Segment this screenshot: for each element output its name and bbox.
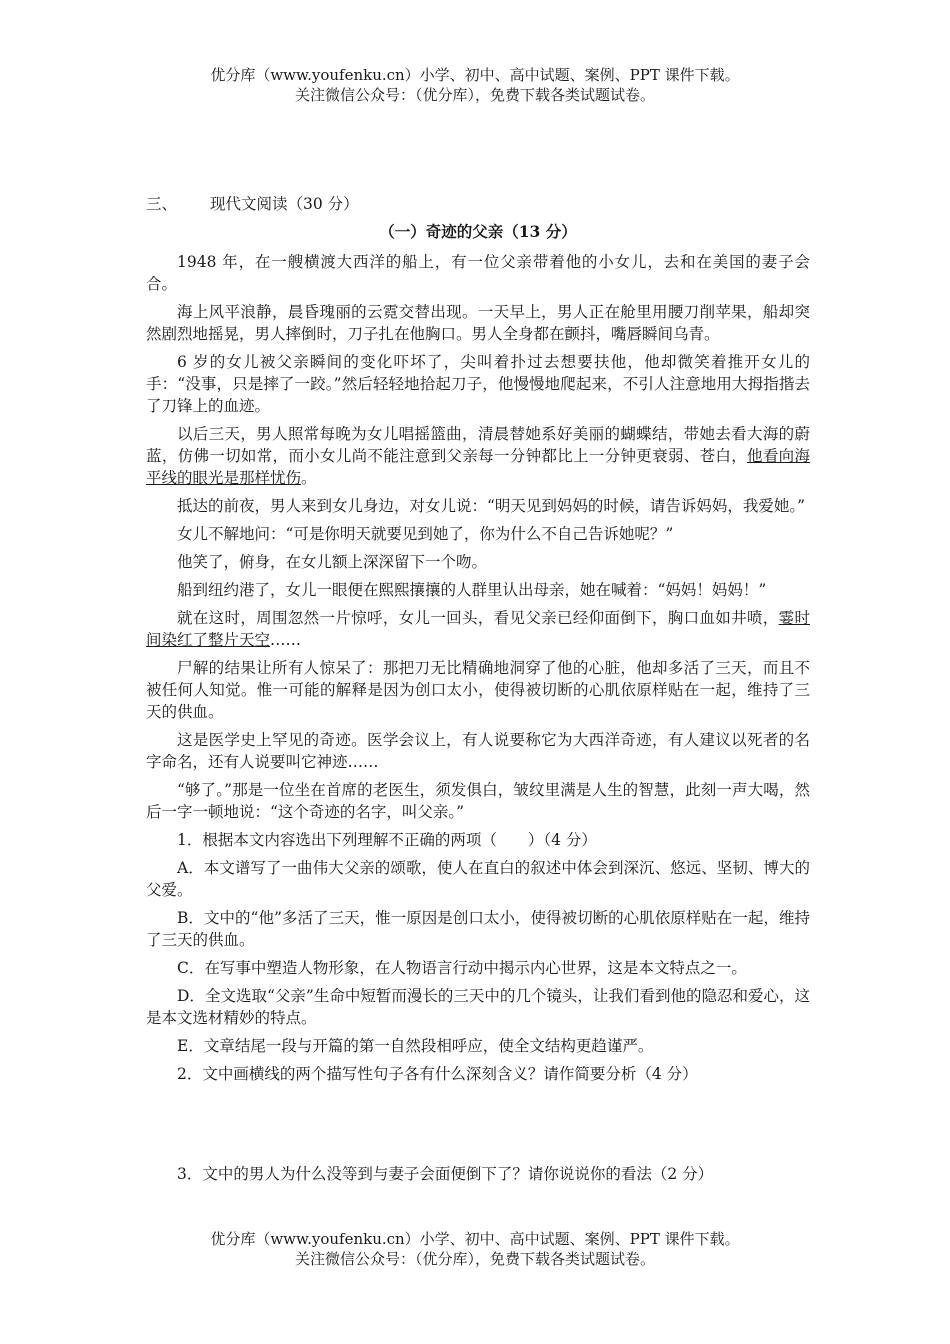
question-2: 2．文中画横线的两个描写性句子各有什么深刻含义？请作简要分析（4 分）: [177, 1065, 698, 1083]
passage-paragraph: 女儿不解地问：“可是你明天就要见到她了，你为什么不自己告诉她呢？”: [177, 525, 674, 543]
answer-space: [146, 1091, 810, 1163]
question-3: 3．文中的男人为什么没等到与妻子会面便倒下了？请你说说你的看法（2 分）: [177, 1165, 714, 1183]
paragraph-text: ……: [270, 631, 302, 649]
passage-paragraph: 海上风平浪静，晨昏瑰丽的云霓交替出现。一天早上，男人正在舱里用腰刀削苹果，船却突然剧烈地摇晃，男人摔倒时，刀子扎在他胸口。男人全身都在颤抖，嘴唇瞬间乌青。: [146, 303, 810, 343]
passage-paragraph: 这是医学史上罕见的奇迹。医学会议上，有人说要称它为大西洋奇迹，有人建议以死者的名字命名，还有人说要叫它神迹……: [146, 731, 810, 771]
paragraph-text: 以后三天，男人照常每晚为女儿唱摇篮曲，清晨替她系好美丽的蝴蝶结，带她去看大海的蔚蓝，仿佛一切如常，而小女儿尚不能注意到父亲每一分钟都比上一分钟更衰弱、苍白，: [146, 425, 810, 465]
passage-paragraph: 6 岁的女儿被父亲瞬间的变化吓坏了，尖叫着扑过去想要扶他，他却微笑着推开女儿的手：“没事，只是摔了一跤。”然后轻轻地拾起刀子，他慢慢地爬起来，不引人注意地用大拇指揩去了刀锋上的血迹。: [146, 353, 810, 415]
passage-paragraph: “够了。”那是一位坐在首席的老医生，须发俱白，皱纹里满是人生的智慧，此刻一声大喝，然后一字一顿地说：“这个奇迹的名字，叫父亲。”: [146, 781, 810, 821]
paragraph-text: 。: [301, 469, 317, 487]
page-footer: [0, 1229, 950, 1269]
page-header: [0, 65, 950, 105]
question-1: 1．根据本文内容选出下列理解不正确的两项（ ）（4 分）: [177, 831, 597, 849]
paragraph-text: 就在这时，周围忽然一片惊呼，女儿一回头，看见父亲已经仰面倒下，胸口血如井喷，: [177, 609, 779, 627]
underlined-sentence-2: 霎时间染红了整片天空: [146, 609, 810, 649]
passage-title: （一）奇迹的父亲（13 分）: [379, 222, 577, 241]
footer-line-2: 关注微信公众号：（优分库），免费下载各类试题试卷。: [294, 1250, 655, 1268]
underlined-sentence-1: 他看向海平线的眼光是那样忧伤: [146, 447, 810, 487]
passage-paragraph: 抵达的前夜，男人来到女儿身边，对女儿说：“明天见到妈妈的时候，请告诉妈妈，我爱她。”: [177, 497, 806, 515]
option-e: E．文章结尾一段与开篇的第一自然段相呼应，使全文结构更趋谨严。: [177, 1037, 654, 1055]
section-title: 现代文阅读（30 分）: [210, 195, 359, 213]
passage-paragraph: 船到纽约港了，女儿一眼便在熙熙攘攘的人群里认出母亲，她在喊着：“妈妈！妈妈！”: [177, 581, 767, 599]
option-d: D．全文选取“父亲”生命中短暂而漫长的三天中的几个镜头，让我们看到他的隐忍和爱心，这是本文选材精妙的特点。: [146, 987, 810, 1027]
passage-paragraph: 尸解的结果让所有人惊呆了：那把刀无比精确地洞穿了他的心脏，他却多活了三天，而且不被任何人知觉。惟一可能的解释是因为创口太小，使得被切断的心肌依原样贴在一起，维持了三天的供血。: [146, 659, 810, 721]
header-line-2: 关注微信公众号：（优分库），免费下载各类试题试卷。: [294, 86, 655, 104]
passage-paragraph: [146, 607, 810, 651]
section-number: 三、: [146, 195, 178, 213]
section-heading: [146, 193, 810, 215]
option-c: C．在写事中塑造人物形象，在人物语言行动中揭示内心世界，这是本文特点之一。: [177, 959, 747, 977]
option-a: A．本文谱写了一曲伟大父亲的颂歌，使人在直白的叙述中体会到深沉、悠远、坚韧、博大的父爱。: [146, 859, 810, 899]
footer-line-1: 优分库（www.youfenku.cn）小学、初中、高中试题、案例、PPT 课件下载。: [210, 1230, 740, 1248]
passage-paragraph: 他笑了，俯身，在女儿额上深深留下一个吻。: [177, 553, 488, 571]
passage-paragraph: [146, 423, 810, 489]
header-line-1: 优分库（www.youfenku.cn）小学、初中、高中试题、案例、PPT 课件下载。: [210, 66, 740, 84]
document-body: [146, 193, 810, 1191]
option-b: B．文中的“他”多活了三天，惟一原因是创口太小，使得被切断的心肌依原样贴在一起，维持了三天的供血。: [146, 909, 810, 949]
passage-paragraph: 1948 年，在一艘横渡大西洋的船上，有一位父亲带着他的小女儿，去和在美国的妻子会合。: [146, 253, 810, 293]
